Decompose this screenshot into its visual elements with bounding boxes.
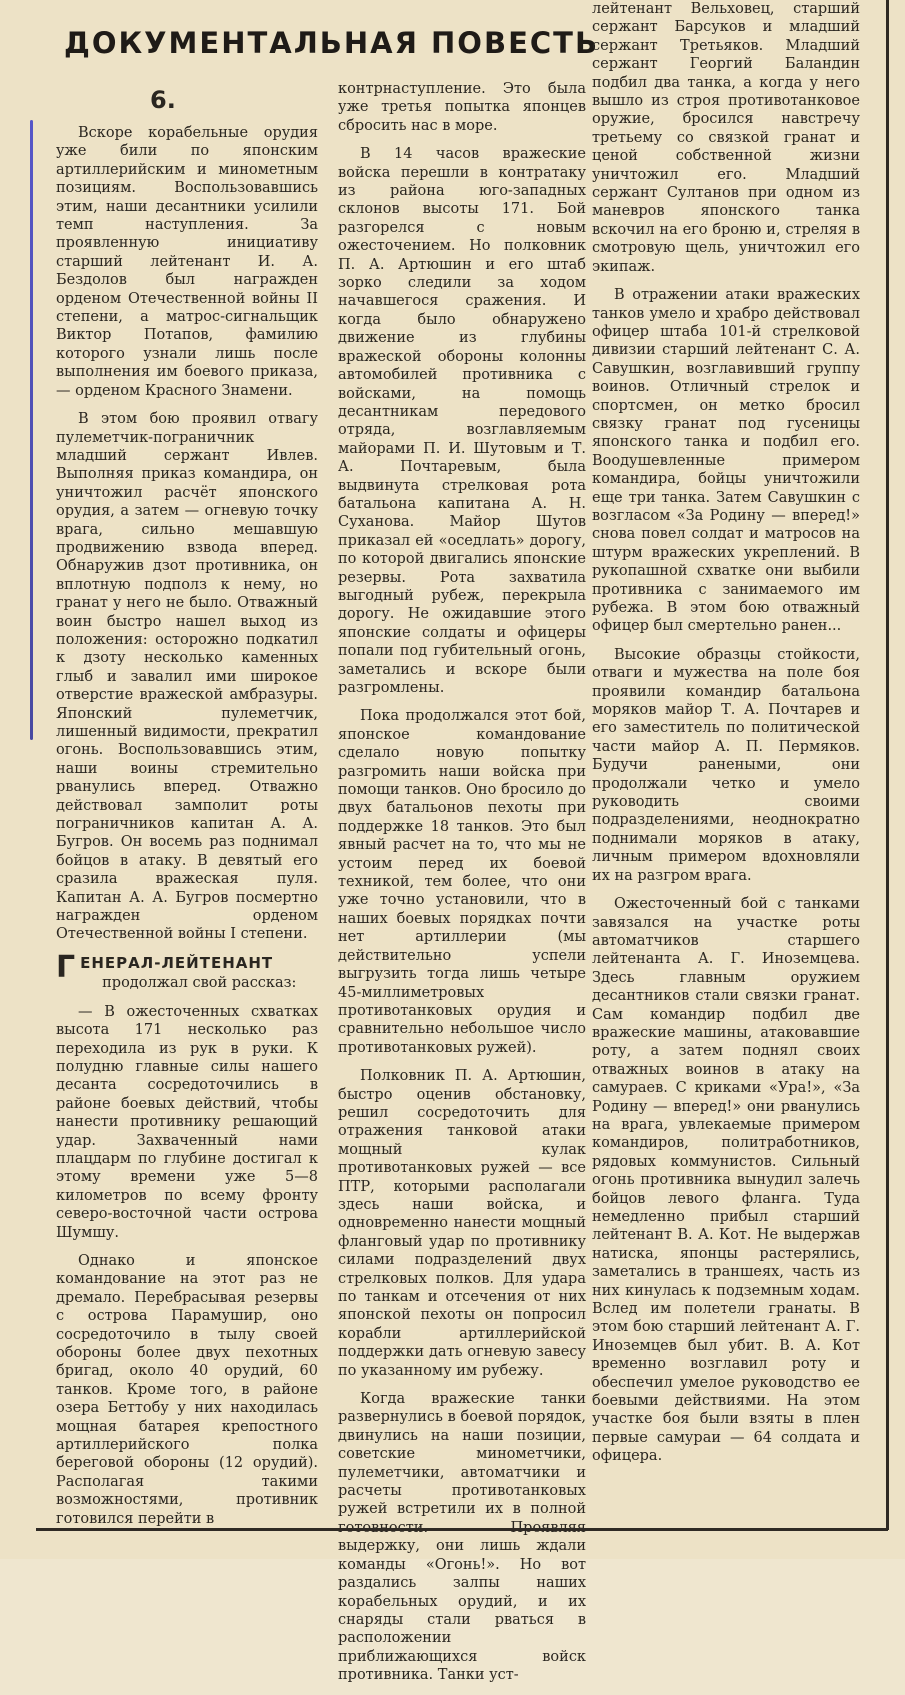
- text-column-2: [338, 80, 586, 1695]
- frame-rule-right: [886, 0, 889, 1530]
- paragraph: — В ожесточенных схватках высота 171 несколько раз переходила из рук в руки. К полудню главные силы нашего десанта сосредоточились в районе боевых действий, чтобы нанести противнику решающий удар. Захваченный нами плацдарм по глубине достигал к этому времени уже 5—8 километров по всему фронту северо-восточной части острова Шумшу.: [56, 1003, 318, 1241]
- paragraph: Высокие образцы стойкости, отваги и мужества на поле боя проявили командир батальона моряков майор Т. А. Почтарев и его заместитель по политической части майор А. П. Пермяков. Будучи ранеными, они продолжали четко и умело руководить своими подразделениями, неоднократно поднимали моряков в атаку, личным примером вдохновляли их на разгром врага.: [592, 646, 860, 884]
- paragraph: В 14 часов вражеские войска перешли в контратаку из района юго-западных склонов высоты 171. Бой разгорелся с новым ожесточением. Но полковник П. А. Артюшин и его штаб зорко следили за ходом начавшегося сражения. И когда было обнаружено движение из глубины вражеской обороны колонны автомобилей противника с войсками, на помощь десантникам передового отряда, возглавляемым майорами П. И. Шутовым и Т. А. Почтаревым, была выдвинута стрелковая рота батальона капитана А. Н. Суханова. Майор Шутов приказал ей «оседлать» дорогу, по которой двигались японские резервы. Рота захватила выгодный рубеж, перекрыла дорогу. Не ожидавшие этого японские солдаты и офицеры попали под губительный огонь, заметались и вскоре были разгромлены.: [338, 146, 586, 696]
- frame-rule-bottom: [36, 1528, 888, 1531]
- paragraph: Однако и японское командование на этот раз не дремало. Перебрасывая резервы с острова Парамушир, оно сосредоточило в тылу своей обороны более двух пехотных бригад, около 40 орудий, 60 танков. Кроме того, в районе озера Беттобу у них находилась мощная батарея крепостного артиллерийского полка береговой обороны (12 орудий). Располагая такими возможностями, противник готовился перейти в: [56, 1252, 318, 1527]
- part-number: 6.: [150, 86, 176, 114]
- paragraph: контрнаступление. Это была уже третья попытка японцев сбросить нас в море.: [338, 81, 586, 134]
- paragraph: Ожесточенный бой с танками завязался на участке роты автоматчиков старшего лейтенанта А. Г. Иноземцева. Здесь главным оружием десантников стали связки гранат. Сам командир подбил две вражеские машины, атаковавшие роту, а затем поднял своих отважных воинов в атаку на самураев. С криками «Ура!», «За Родину — вперед!» они рванулись на врага, увлекаемые примером командиров, политработников, рядовых коммунистов. Сильный огонь противника вынудил залечь бойцов левого фланга. Туда немедленно прибыл старший лейтенант В. А. Кот. Не выдержав натиска, японцы растерялись, заметались в траншеях, часть из них кинулась к подземным ходам. Вслед им полетели гранаты. В этом бою старший лейтенант А. Г. Иноземцев был убит. В. А. Кот временно возглавил роту и обеспечил умелое руководство ее боевыми действиями. На этом участке боя были взяты в плен первые самураи — 64 солдата и офицера.: [592, 896, 860, 1465]
- ink-margin-mark: [30, 120, 33, 740]
- drop-cap: Г: [56, 949, 77, 985]
- subheading-continuation: продолжал свой рассказ:: [102, 975, 297, 992]
- paragraph: В этом бою проявил отвагу пулеметчик-пограничник младший сержант Ивлев. Выполняя приказ командира, он уничтожил расчёт японского орудия, а затем — огневую точку врага, сильно мешавшую продвижению взвода вперед. Обнаружив дзот противника, он вплотную подполз к нему, но гранат у него не было. Отважный воин быстро нашел выход из положения: осторожно подкатил к дзоту несколько каменных глыб и завалил ими широкое отверстие вражеской амбразуры. Японский пулеметчик, лишенный видимости, прекратил огонь. Воспользовавшись этим, наши воины стремительно рванулись вперед. Отважно действовал замполит роты пограничников капитан А. А. Бугров. Он восемь раз поднимал бойцов в атаку. В девятый его сразила вражеская пуля. Капитан А. А. Бугров посмертно награжден орденом Отечественной войны I степени.: [56, 411, 318, 943]
- paragraph: Вскоре корабельные орудия уже били по японским артиллерийским и минометным позициям. Воспользовавшись этим, наши десантники усилили темп наступления. За проявленную инициативу старший лейтенант И. А. Бездолов был награжден орденом Отечественной войны II степени, а матрос-сигнальщик Виктор Потапов, фамилию которого узнали лишь после выполнения им боевого приказа, — орденом Красного Знамени.: [56, 125, 318, 399]
- text-column-1: [56, 124, 318, 1538]
- paragraph: лейтенант Вельховец, старший сержант Барсуков и младший сержант Третьяков. Младший сержант Георгий Баландин подбил два танка, а когда у него вышло из строя противотанковое оружие, бросился навстречу третьему со связкой гранат и ценой собственной жизни уничтожил его. Младший сержант Султанов при одном из маневров японского танка вскочил на его броню и, стреляя в смотровую щель, уничтожил его экипаж.: [592, 1, 860, 275]
- paragraph: Когда вражеские танки развернулись в боевой порядок, двинулись на наши позиции, советские минометчики, пулеметчики, автоматчики и расчеты противотанковых ружей встретили их в полной выдержку, они лишь ждали команды «Огонь!». Но вот раздались залпы наших корабельных орудий, и их снаряды стали рваться в расположении приближающихся войск противника. Танки уст-: [338, 1391, 586, 1684]
- paragraph: Полковник П. А. Артюшин, быстро оценив обстановку, решил сосредоточить для отражения танковой атаки мощный кулак противотанковых ружей — все ПТР, которыми располагали здесь наши войска, и одновременно нанести мощный фланговый удар по противнику силами подразделений двух стрелковых полков. Для удара по танкам и отсечения от них японской пехоты он попросил корабли артиллерийской поддержки дать огневую завесу по указанному им рубежу.: [338, 1068, 586, 1379]
- subheading-text: ЕНЕРАЛ-ЛЕЙТЕНАНТ: [80, 953, 274, 972]
- page-title: ДОКУМЕНТАЛЬНАЯ ПОВЕСТЬ: [64, 26, 600, 60]
- text-column-3: [592, 0, 860, 1476]
- paragraph: В отражении атаки вражеских танков умело и храбро действовал офицер штаба 101-й стрелковой дивизии старший лейтенант С. А. Савушкин, возглавивший группу воинов. Отличный стрелок и спортсмен, он метко бросил связку гранат под гусеницы японского танка и подбил его. Воодушевленные примером командира, бойцы уничтожили еще три танка. Затем Савушкин с возгласом «За Родину — вперед!» снова повел солдат и матросов на штурм вражеских укреплений. В рукопашной схватке они выбили противника с занимаемого им рубежа. В этом бою отважный офицер был смертельно ранен...: [592, 287, 860, 635]
- paragraph: Пока продолжался этот бой, японское командование сделало новую попытку разгромить наши войска при помощи танков. Оно бросило до двух батальонов пехоты при поддержке 18 танков. Это был явный расчет на то, что мы не устоим перед их боевой техникой, тем более, что они уже точно установили, что в наших боевых порядках почти нет артиллерии (мы действительно успели выгрузить тогда лишь четыре 45-миллиметровых противотанковых орудия и сравнительно небольшое число противотанковых ружей).: [338, 708, 586, 1056]
